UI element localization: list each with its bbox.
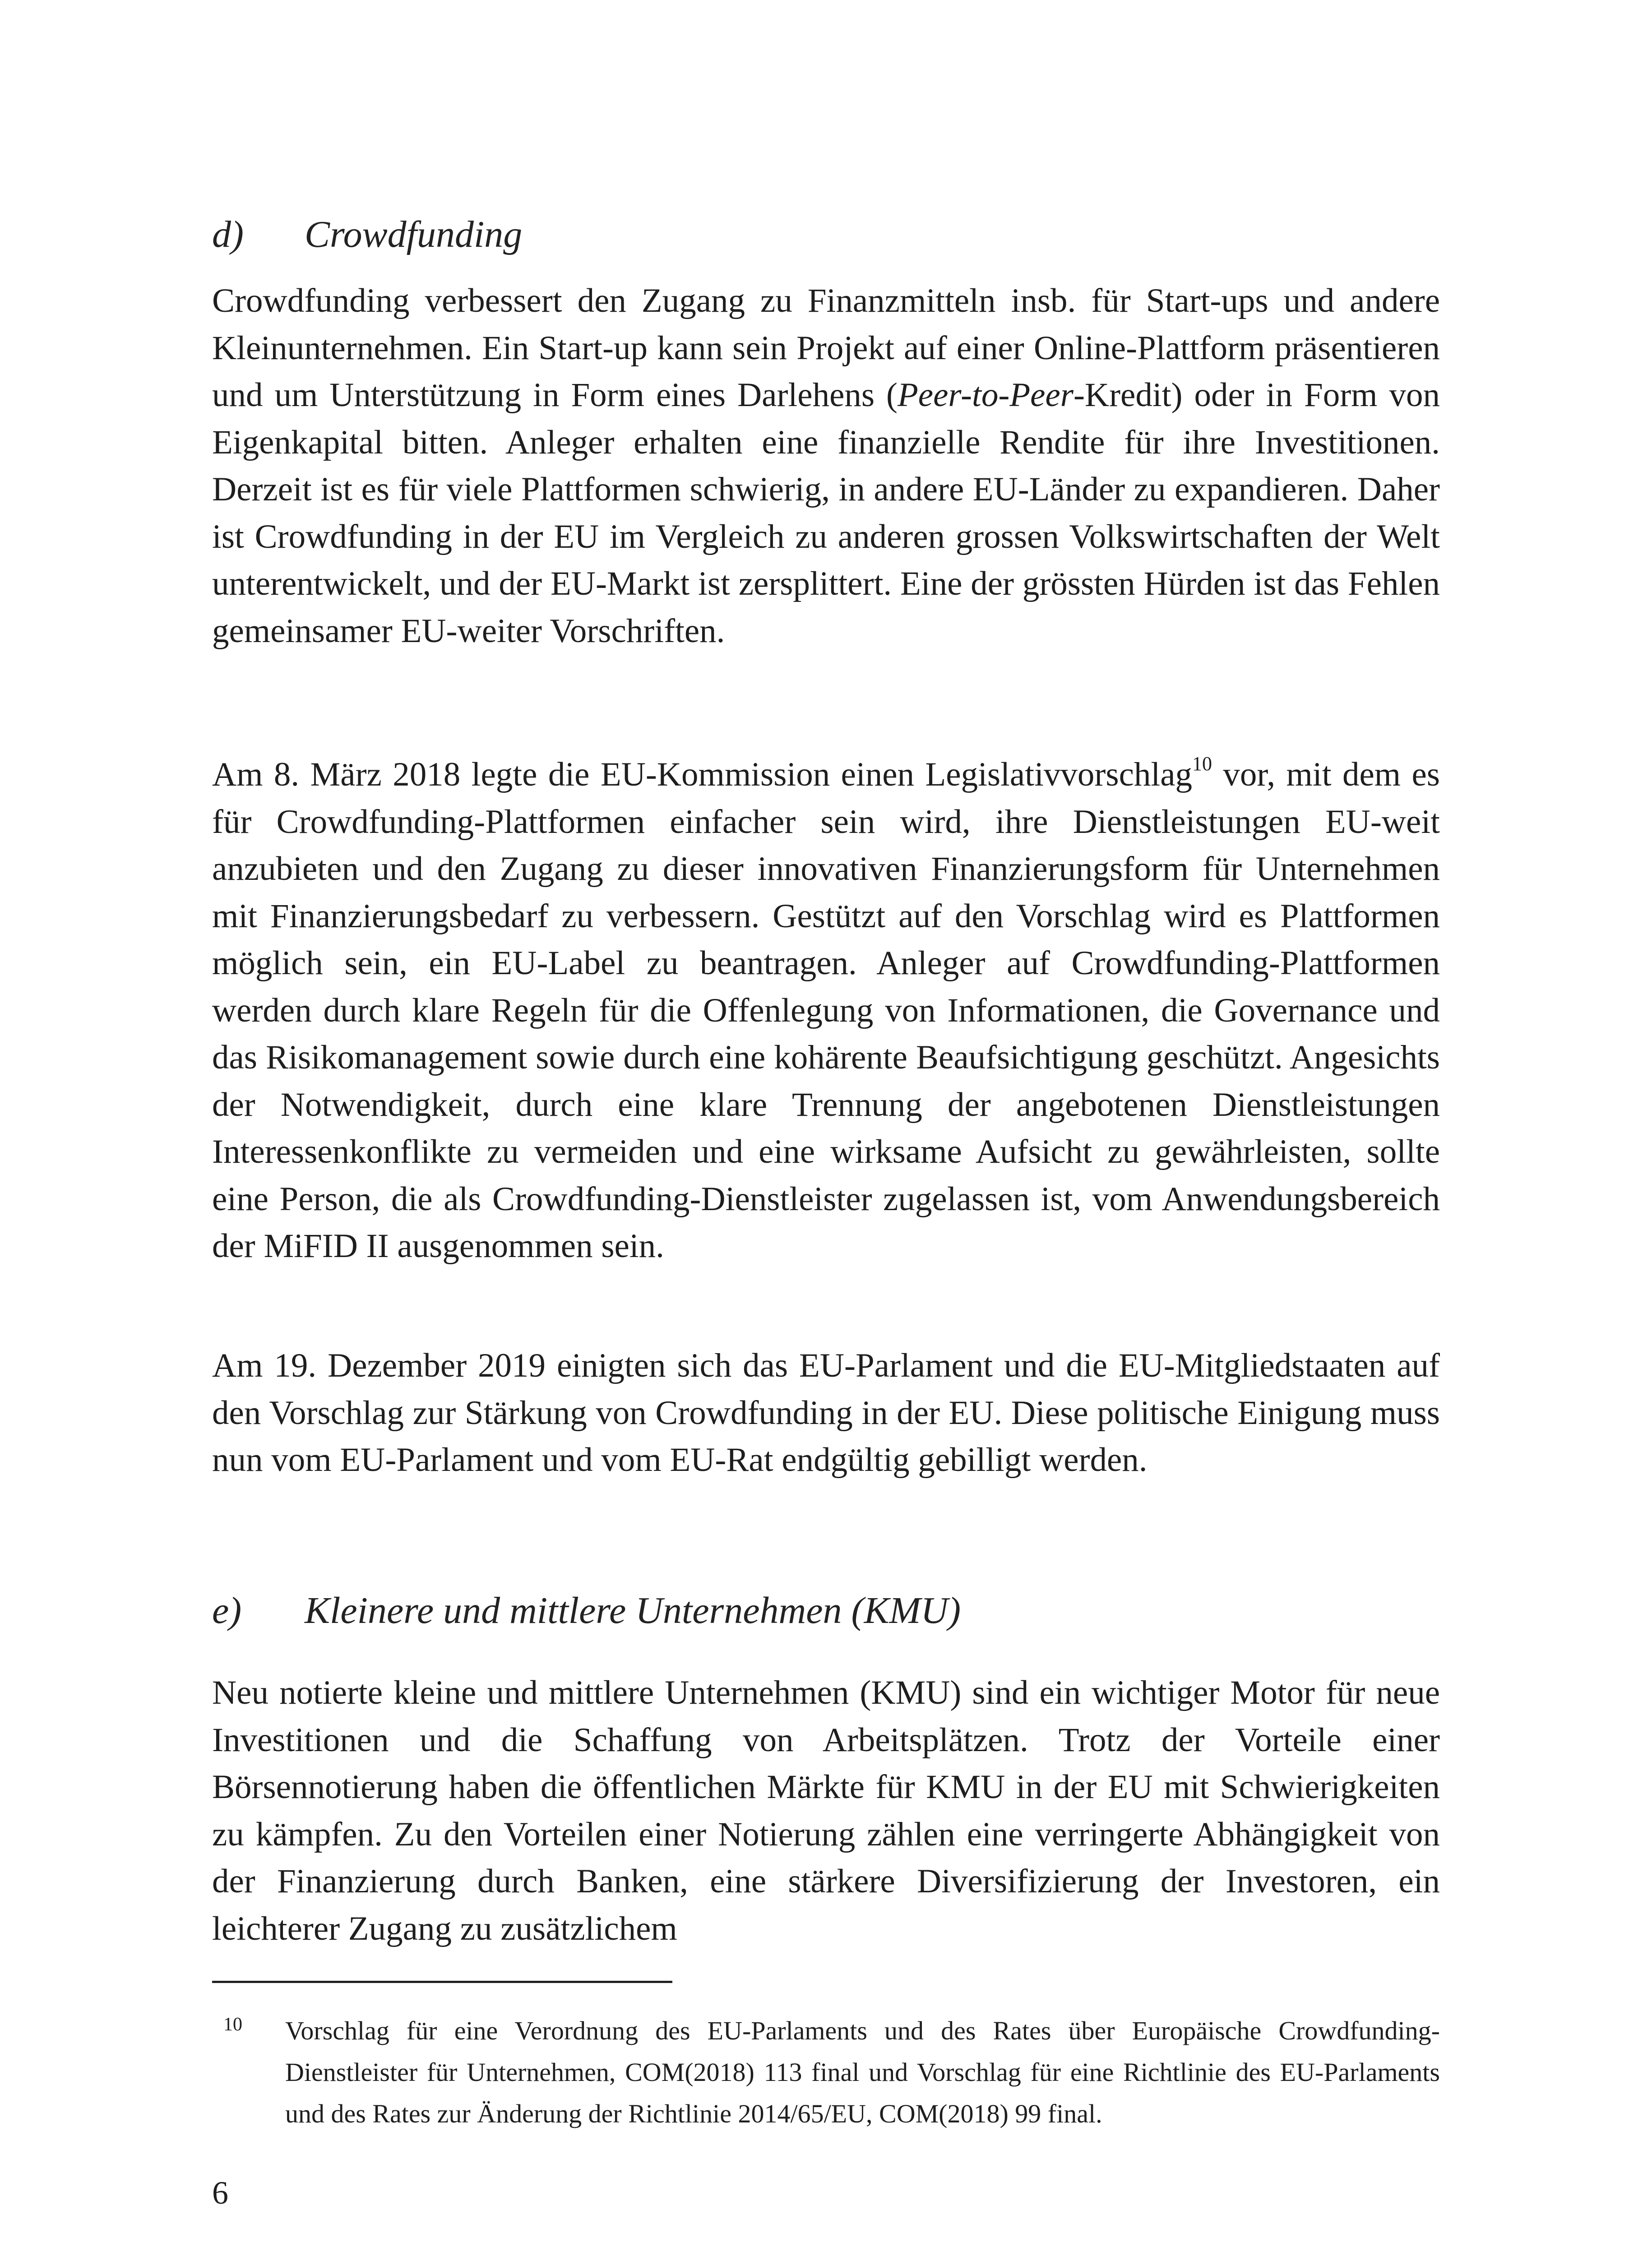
footnote-reference[interactable]: 10 — [1192, 753, 1212, 775]
italic-term: Peer-to-Peer — [897, 376, 1074, 414]
section-number: d) — [212, 213, 244, 255]
section-heading-e — [212, 1588, 961, 1633]
footnote-number: 10 — [223, 2014, 242, 2035]
section-heading-d — [212, 212, 522, 257]
section-title: Kleinere und mittlere Unternehmen (KMU) — [305, 1590, 961, 1632]
paragraph-kmu: Neu notierte kleine und mittlere Unternehmen (KMU) sind ein wichtiger Motor für neue Investitionen und die Schaffung von Arbeitsplätzen. Trotz der Vorteile einer Börsennotierung haben die öffentlichen Märkte für KMU in der EU mit Schwierigkeiten zu kämpfen. Zu den Vorteilen einer Notierung zählen eine verringerte Abhängigkeit von der Finanzierung durch Banken, eine stärkere Diversifizierung der Investoren, ein leichterer Zugang zu zusätzlichem — [212, 1674, 1440, 1947]
paragraph-legislative-proposal: Am 8. März 2018 legte die EU-Kommission einen Legislativvorschlag$^{10}$ vor, mit dem es für Crowdfunding-Plattformen einfacher sein wird, ihre Dienstleistungen EU-weit anzubieten und den Zugang zu dieser innovativen Finanzierungsform für Unternehmen mit Finanzierungsbedarf zu verbessern. Gestützt auf den Vorschlag wird es Plattformen möglich sein, ein EU-Label zu beantragen. Anleger auf Crowdfunding-Plattformen werden durch klare Regeln für die Offenlegung von Informationen, die Governance und das Risikomanagement sowie durch eine kohärente Beaufsichtigung geschützt. Angesichts der Notwendigkeit, durch eine klare Trennung der angebotenen Dienstleistungen Interessenkonflikte zu vermeiden und eine wirksame Aufsicht zu gewährleisten, sollte eine Person, die als Crowdfunding-Dienstleister zugelassen ist, vom Anwendungsbereich der MiFID II ausgenommen sein. — [212, 753, 1440, 1265]
section-title: Crowdfunding — [305, 213, 523, 255]
section-number: e) — [212, 1590, 242, 1632]
paragraph-agreement: Am 19. Dezember 2019 einigten sich das EU-Parlament und die EU-Mitgliedstaaten auf den Vorschlag zur Stärkung von Crowdfunding in der EU. Diese politische Einigung muss nun vom EU-Parlament und vom EU-Rat endgültig gebilligt werden. — [212, 1347, 1440, 1479]
footnote-text: Vorschlag für eine Verordnung des EU-Parlaments und des Rates über Europäische Crowdfunding-Dienstleister für Unternehmen, COM(2018) 113 final und Vorschlag für eine Richtlinie des EU-Parlaments und des Rates zur Änderung der Richtlinie 2014/65/EU, COM(2018) 99 final. — [285, 2016, 1440, 2128]
paragraph-crowdfunding-intro: Crowdfunding verbessert den Zugang zu Finanzmitteln insb. für Start-ups und andere Kleinunternehmen. Ein Start-up kann sein Projekt auf einer Online-Plattform präsentieren und um Unterstützung in Form eines Darlehens (Peer-to-Peer-Kredit) oder in Form von Eigenkapital bitten. Anleger erhalten eine finanzielle Rendite für ihre Investitionen. Derzeit ist es für viele Plattformen schwierig, in andere EU-Länder zu expandieren. Daher ist Crowdfunding in der EU im Vergleich zu anderen grossen Volkswirtschaften der Welt unterentwickelt, und der EU-Markt ist zersplittert. Eine der grössten Hürden ist das Fehlen gemeinsamer EU-weiter Vorschriften. — [212, 282, 1440, 650]
footnote-divider — [212, 1981, 672, 1983]
page-number: 6 — [212, 2175, 228, 2211]
footnote — [212, 2010, 1440, 2135]
